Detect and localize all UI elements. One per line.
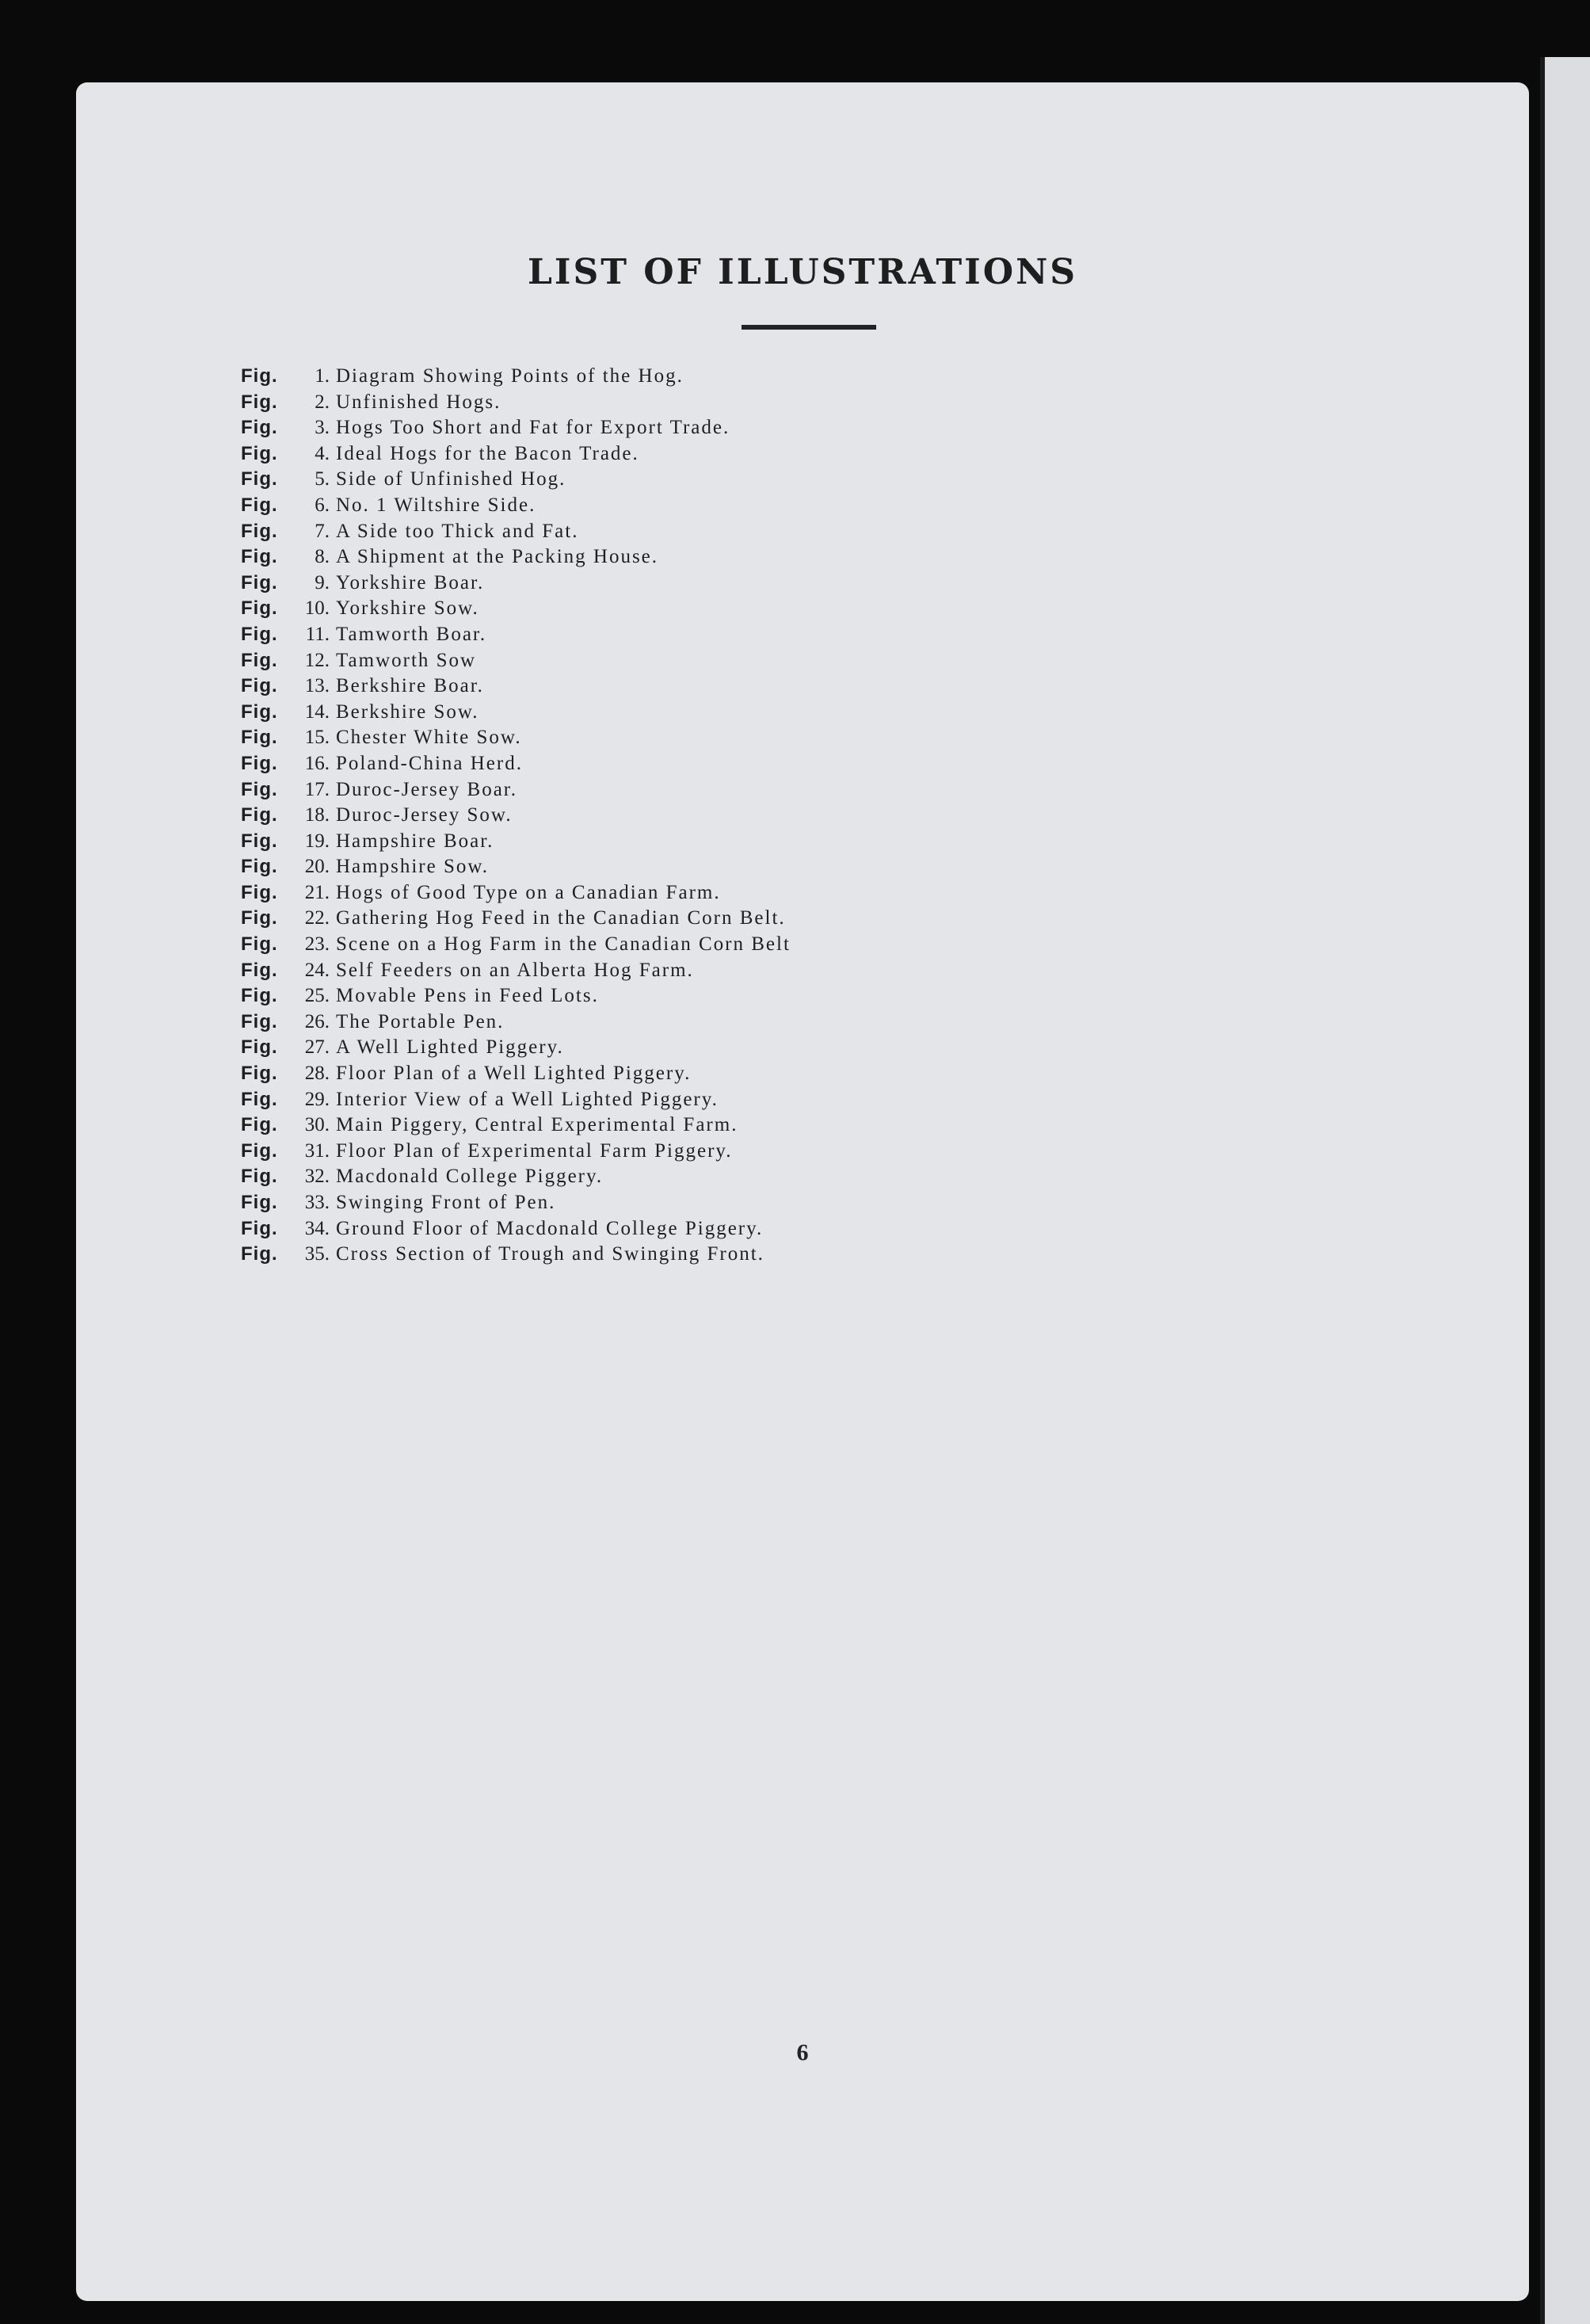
fig-label: Fig. [241,494,278,516]
figure-number: 7. [315,520,330,542]
fig-label: Fig. [241,727,278,749]
figure-number: 30. [304,1114,330,1136]
figure-number: 13. [304,675,330,697]
figure-caption: A Shipment at the Packing House. [336,546,659,568]
fig-label: Fig. [241,391,278,413]
fig-label: Fig. [241,1010,278,1032]
list-item [241,1164,791,1190]
list-item [241,467,791,493]
figure-caption: Ground Floor of Macdonald College Piggery. [336,1217,764,1239]
figure-caption: The Portable Pen. [336,1010,505,1032]
fig-label: Fig. [241,881,278,903]
figure-caption: Floor Plan of Experimental Farm Piggery. [336,1139,733,1162]
next-page-edge [1540,57,1590,2324]
fig-label: Fig. [241,546,278,568]
list-item [241,906,791,932]
list-item [241,493,791,519]
fig-label: Fig. [241,1166,278,1188]
list-item [241,596,791,622]
figure-number: 29. [304,1088,330,1110]
fig-label: Fig. [241,1036,278,1059]
illustrations-list [241,364,791,1268]
fig-label: Fig. [241,856,278,878]
figure-number: 14. [304,700,330,723]
list-item [241,622,791,648]
figure-number: 2. [315,391,330,413]
figure-number: 1. [315,365,330,387]
fig-label: Fig. [241,985,278,1007]
figure-number: 19. [304,830,330,852]
fig-label: Fig. [241,520,278,542]
fig-label: Fig. [241,700,278,723]
fig-label: Fig. [241,468,278,490]
figure-caption: Macdonald College Piggery. [336,1166,604,1188]
fig-label: Fig. [241,675,278,697]
figure-caption: Scene on a Hog Farm in the Canadian Corn Belt [336,933,791,956]
fig-label: Fig. [241,417,278,439]
fig-label: Fig. [241,1139,278,1162]
figure-caption: Cross Section of Trough and Swinging Front. [336,1243,764,1265]
fig-label: Fig. [241,907,278,929]
figure-number: 25. [304,985,330,1007]
fig-label: Fig. [241,1088,278,1110]
figure-caption: Yorkshire Boar. [336,571,485,593]
list-item [241,1139,791,1165]
document-page [76,82,1529,2301]
list-item [241,1190,791,1216]
figure-caption: Yorkshire Sow. [336,597,479,620]
figure-caption: Ideal Hogs for the Bacon Trade. [336,442,639,464]
figure-caption: Duroc-Jersey Boar. [336,778,517,800]
figure-caption: Hampshire Boar. [336,830,494,852]
figure-number: 23. [304,933,330,956]
title-underline [742,325,876,330]
list-item [241,1216,791,1242]
figure-number: 27. [304,1036,330,1059]
fig-label: Fig. [241,1114,278,1136]
figure-caption: Hampshire Sow. [336,856,490,878]
figure-number: 8. [315,546,330,568]
figure-caption: Poland-China Herd. [336,752,523,774]
fig-label: Fig. [241,442,278,464]
figure-number: 5. [315,468,330,490]
fig-label: Fig. [241,1192,278,1213]
figure-number: 15. [304,727,330,749]
figure-number: 28. [304,1063,330,1085]
fig-label: Fig. [241,1243,278,1265]
figure-number: 20. [304,856,330,878]
figure-caption: Duroc-Jersey Sow. [336,804,513,826]
figure-caption: Main Piggery, Central Experimental Farm. [336,1114,738,1136]
figure-number: 35. [304,1243,330,1265]
list-item [241,1242,791,1268]
figure-number: 4. [315,442,330,464]
list-item [241,441,791,467]
list-item [241,854,791,880]
fig-label: Fig. [241,649,278,671]
fig-label: Fig. [241,597,278,620]
list-item [241,725,791,751]
figure-number: 18. [304,804,330,826]
list-item [241,674,791,700]
list-item [241,1061,791,1087]
figure-caption: A Well Lighted Piggery. [336,1036,564,1059]
fig-label: Fig. [241,830,278,852]
fig-label: Fig. [241,778,278,800]
list-item [241,777,791,803]
list-item [241,364,791,390]
list-item [241,700,791,726]
figure-caption: Self Feeders on an Alberta Hog Farm. [336,959,694,981]
list-item [241,648,791,674]
list-item [241,1035,791,1061]
fig-label: Fig. [241,933,278,956]
figure-caption: Floor Plan of a Well Lighted Piggery. [336,1063,692,1085]
fig-label: Fig. [241,1063,278,1085]
fig-label: Fig. [241,623,278,645]
figure-number: 3. [315,417,330,439]
figure-caption: Hogs Too Short and Fat for Export Trade. [336,417,730,439]
figure-caption: Tamworth Boar. [336,623,487,645]
figure-number: 31. [304,1139,330,1162]
figure-caption: Berkshire Boar. [336,675,484,697]
figure-number: 33. [304,1192,330,1213]
list-item [241,1112,791,1139]
fig-label: Fig. [241,571,278,593]
figure-number: 24. [304,959,330,981]
figure-caption: Diagram Showing Points of the Hog. [336,365,684,387]
figure-number: 6. [315,494,330,516]
figure-caption: Unfinished Hogs. [336,391,501,413]
fig-label: Fig. [241,752,278,774]
fig-label: Fig. [241,365,278,387]
figure-number: 11. [305,623,330,645]
figure-number: 32. [304,1166,330,1188]
list-item [241,829,791,855]
fig-label: Fig. [241,1217,278,1239]
fig-label: Fig. [241,804,278,826]
list-item [241,571,791,597]
figure-number: 16. [304,752,330,774]
figure-number: 26. [304,1010,330,1032]
list-item [241,983,791,1009]
page-number: 6 [796,2040,809,2066]
list-item [241,390,791,416]
list-item [241,519,791,545]
list-item [241,544,791,571]
fig-label: Fig. [241,959,278,981]
figure-number: 12. [304,649,330,671]
figure-caption: Interior View of a Well Lighted Piggery. [336,1088,719,1110]
figure-caption: A Side too Thick and Fat. [336,520,579,542]
figure-caption: Hogs of Good Type on a Canadian Farm. [336,881,721,903]
figure-caption: Gathering Hog Feed in the Canadian Corn Belt. [336,907,786,929]
figure-number: 17. [304,778,330,800]
figure-caption: Swinging Front of Pen. [336,1192,556,1213]
figure-number: 34. [304,1217,330,1239]
list-item [241,751,791,777]
figure-caption: Movable Pens in Feed Lots. [336,985,599,1007]
figure-caption: Side of Unfinished Hog. [336,468,566,490]
figure-caption: Tamworth Sow [336,649,477,671]
figure-caption: Chester White Sow. [336,727,522,749]
figure-caption: Berkshire Sow. [336,700,479,723]
list-item [241,415,791,441]
list-item [241,880,791,906]
figure-caption: No. 1 Wiltshire Side. [336,494,536,516]
page-title: LIST OF ILLUSTRATIONS [527,252,1078,292]
list-item [241,803,791,829]
figure-number: 9. [315,571,330,593]
figure-number: 22. [304,907,330,929]
figure-number: 10. [304,597,330,620]
list-item [241,1009,791,1036]
list-item [241,958,791,984]
figure-number: 21. [304,881,330,903]
list-item [241,1087,791,1113]
list-item [241,932,791,958]
